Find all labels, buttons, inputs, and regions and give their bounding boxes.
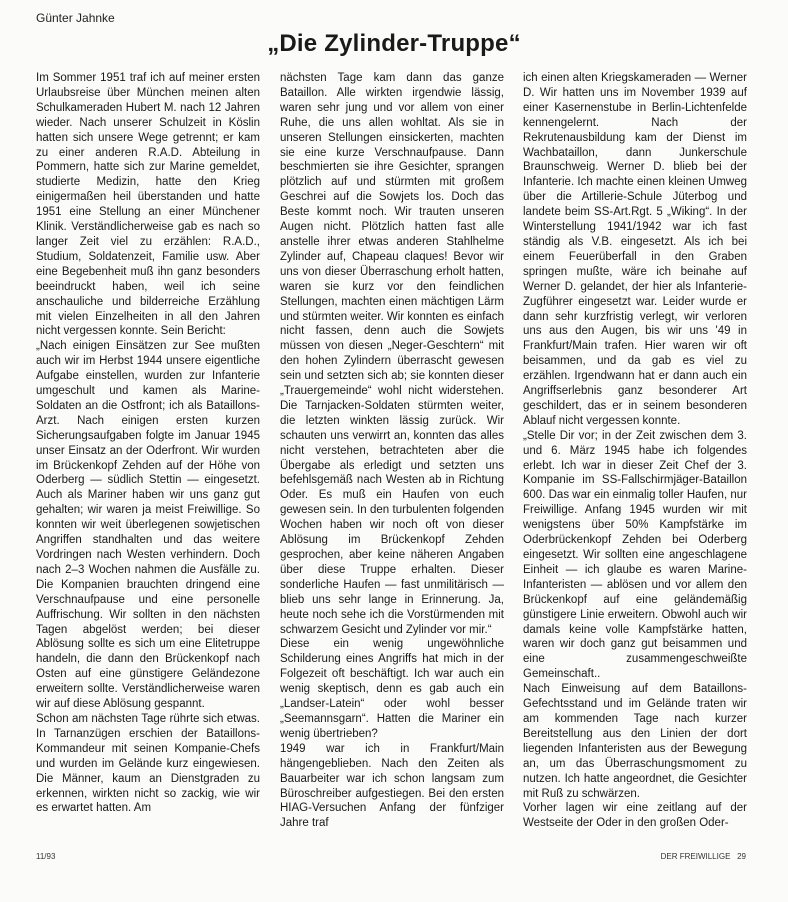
page-footer (661, 852, 746, 861)
paragraph: nächsten Tage kam dann das ganze Bataillon. Alle wirkten irgendwie lässig, waren sehr jung und vor allem von einer Ruhe, die uns allen wohltat. Als sie in unseren Stellungen einsickerten, machten sie eine kurze Verschnaufpause. Dann beschmierten sie ihre Gesichter, sprangen plötzlich auf und stürmten mit großem Geschrei auf die Sowjets los. Doch das Beste kommt noch. Wir trauten unseren Augen nicht. Plötzlich hatten fast alle anstelle ihrer etwas anderen Stahlhelme Zylinder auf, Chapeau claques! Bevor wir uns von dieser Überraschung erholt hatten, waren sie kurz vor den feindlichen Stellungen, machten einen mächtigen Lärm und stürmten weiter. Wir konnten es einfach nicht fassen, denn auch die Sowjets müssen von diesen „Neger-Geschtern“ mit den hohen Zylindern überrascht gewesen sein und setzten sich ab; sie konnten dieser „Trauergemeinde“ wohl nicht widerstehen. Die Tarnjacken-Soldaten stürmten weiter, die letzten winkten lässig zurück. Wir schauten uns verwirrt an, konnten das alles nicht verstehen, betrachteten aber die Übergabe als erledigt und setzten uns befehlsgemäß nach Westen ab in Richtung Oder. Es muß ein Haufen von euch gewesen sein. In den turbulenten folgenden Wochen haben wir noch oft von dieser Ablösung im Brückenkopf Zehden gesprochen, aber keine näheren Angaben über diese Truppe erhalten. Dieser sonderliche Haufen — fast unmilitärisch — blieb uns sehr lange in Erinnerung. Ja, heute noch sehe ich die Vorstürmenden mit schwarzem Gesicht und Zylinder vor mir.“ (280, 72, 504, 636)
paragraph: Nach Einweisung auf dem Bataillons-Gefechtsstand und im Gelände traten wir am kommenden Tage nach kurzer Bereitstellung aus den Linien der dort liegenden Infanteristen aus der Bewegung an, um das Überraschungsmoment zu nutzen. Ich hatte angeordnet, die Gesichter mit Ruß zu schwärzen. (523, 683, 747, 800)
article-title: „Die Zylinder-Truppe“ (267, 30, 521, 57)
issue-number: 11/93 (36, 852, 56, 861)
article-column-1 (36, 71, 260, 816)
author-name: Günter Jahnke (36, 11, 115, 25)
paragraph: Schon am nächsten Tage rührte sich etwas. In Tarnanzügen erschien der Bataillons-Kommandeur mit seinen Kompanie-Chefs und wurden im Gelände kurz eingewiesen. Die Männer, kaum an Dienstgraden zu erkennen, wirkten nicht so zackig, wie wir es erwartet hatten. Am (36, 712, 260, 815)
paragraph: „Nach einigen Einsätzen zur See mußten auch wir im Herbst 1944 unsere eigentliche Aufgabe einstellen, wurden zur Infanterie umgeschult und kamen als Marine-Soldaten an die Ostfront; ich als Bataillons-Arzt. Nach einigen ersten kurzen Sicherungsaufgaben folgte im Januar 1945 unser Einsatz an der Oderfront. Wir wurden im Brückenkopf Zehden auf der Höhe von Oderberg — südlich Stettin — eingesetzt. Auch als Mariner haben wir uns ganz gut gehalten; wir waren ja meist Freiwillige. So konnten wir weit überlegenen sowjetischen Angriffen standhalten und das weitere Vordringen nach Westen verhindern. Doch nach 2–3 Wochen nahmen die Ausfälle zu. Die Kompanien brauchten dringend eine Verschnaufpause und eine personelle Auffrischung. Wir sollten in den nächsten Tagen abgelöst werden; bei dieser Ablösung sollte es sich um eine Elitetruppe handeln, die dann den Brückenkopf nach Osten auf eine günstigere Geländezone erweitern sollte. Verständlicherweise waren wir auf diese Ablösung gespannt. (36, 340, 260, 711)
magazine-name: DER FREIWILLIGE (660, 852, 731, 861)
paragraph: Diese ein wenig ungewöhnliche Schilderung eines Angriffs hat mich in der Folgezeit oft beschäftigt. Ich war auch ein wenig skeptisch, denn es gab auch ein „Landser-Latein“ oder wohl besser „Seemannsgarn“. Hatten die Mariner ein wenig übertrieben? (280, 638, 504, 740)
article-column-2 (280, 71, 504, 831)
paragraph: „Stelle Dir vor; in der Zeit zwischen dem 3. und 6. März 1945 habe ich folgendes erlebt. Ich war in dieser Zeit Chef der 3. Kompanie im SS-Fallschirmjäger-Bataillon 600. Das war ein einmalig toller Haufen, nur Freiwillige. Anfang 1945 wurden wir mit wenigstens über 50% Kampfstärke im Oderbrückenkopf Zehden bei Oderberg eingesetzt. Wir sollten eine angeschlagene Einheit — ich glaube es waren Marine-Infanteristen — ablösen und vor allem den Brückenkopf auf eine geländemäßig günstigere Linie erweitern. Obwohl auch wir damals keine volle Kampfstärke hatten, waren wir doch ganz gut beisammen und eine zusammengeschweißte Gemeinschaft.. (523, 429, 747, 681)
paragraph: Vorher lagen wir eine zeitlang auf der Westseite der Oder in den großen Oder- (523, 802, 747, 830)
paragraph: 1949 war ich in Frankfurt/Main hängengeblieben. Nach den Zeiten als Bauarbeiter war ich schon langsam zum Büroschreiber aufgestiegen. Bei den ersten HIAG-Versuchen Anfang der fünfziger Jahre traf (280, 742, 504, 830)
page-number: 29 (737, 852, 746, 861)
article-column-3 (523, 71, 747, 831)
paragraph: Im Sommer 1951 traf ich auf meiner ersten Urlaubsreise über München meinen alten Schulkameraden Hubert M. nach 12 Jahren wieder. Nach unserer Schulzeit in Köslin hatten sich unsere Wege getrennt; er kam zu einer anderen R.A.D. Abteilung in Pommern, hatte sich zur Marine gemeldet, studierte Medizin, hatte den Krieg einigermaßen heil überstanden und hatte 1951 eine Stellung an einer Münchener Klinik. Verständlicherweise gab es nach so langer Zeit viel zu erzählen: R.A.D., Studium, Soldatenzeit, Familie usw. Aber eine Begebenheit muß ihn ganz besonders beeindruckt haben, weil ich seine anschauliche und bilderreiche Erzählung mit vielen Einzelheiten in all den Jahren nicht vergessen konnte. Sein Bericht: (36, 72, 260, 338)
paragraph: ich einen alten Kriegskameraden — Werner D. Wir hatten uns im November 1939 auf einer Kasernenstube in Berlin-Lichtenfelde kennengelernt. Nach der Rekrutenausbildung kam der Dienst im Wachbataillon, dann Junkerschule Braunschweig. Werner D. blieb bei der Infanterie. Ich machte einen kleinen Umweg über die Artillerie-Schule Jüterbog und landete beim SS-Art.Rgt. 5 „Wiking“. In der Winterstellung 1941/1942 war ich fast ständig als V.B. eingesetzt. Als ich bei einem Feuerüberfall in den Graben springen mußte, wäre ich beinahe auf Werner D. gelandet, der hier als Infanterie-Zugführer eingesetzt war. Leider wurde er dann sehr kurzfristig verlegt, wir verloren uns aus den Augen, bis wir uns '49 in Frankfurt/Main trafen. Hier waren wir oft beisammen, und da gab es viel zu erzählen. Irgendwann hat er dann auch ein Angriffserlebnis ganz besonderer Art geschildert, das er in seinem besonderen Ablauf nicht vergessen konnte. (523, 72, 747, 427)
